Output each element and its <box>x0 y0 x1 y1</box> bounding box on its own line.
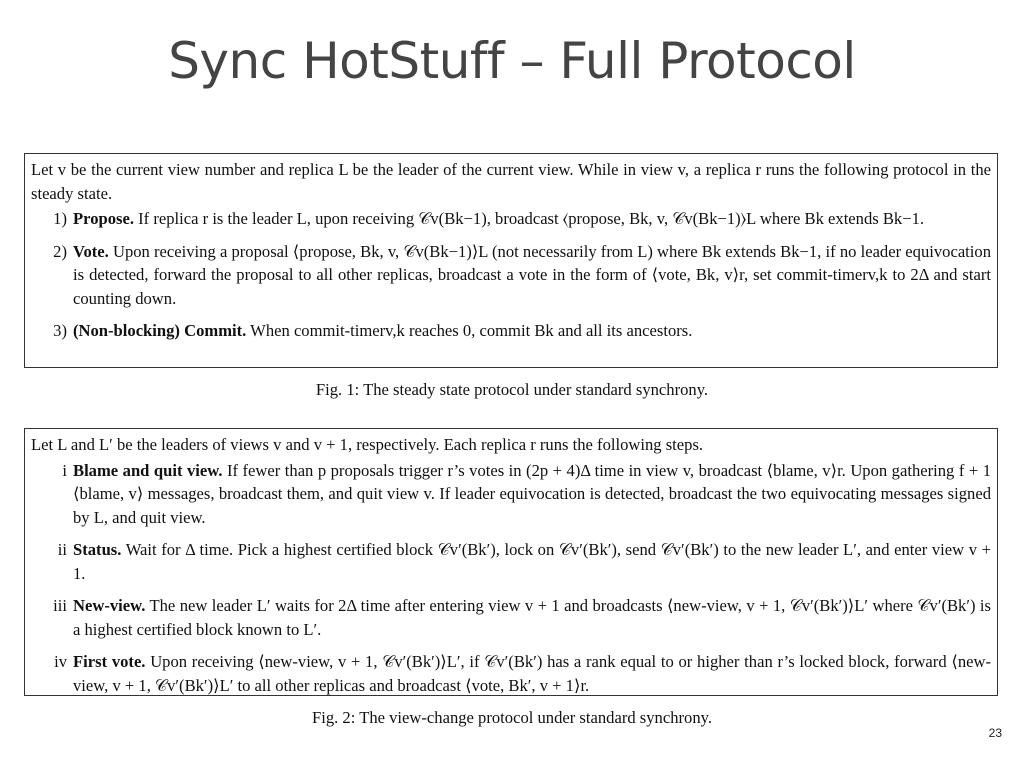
fig2-item-label: New-view. <box>73 596 146 615</box>
fig1-item-text: If replica r is the leader L, upon receiving 𝒞v(Bk−1), broadcast ⟨propose, Bk, v, 𝒞v(Bk−1)⟩L where Bk extends Bk−1. <box>138 209 925 228</box>
fig2-item-number: iii <box>53 596 67 615</box>
fig1-intro: Let v be the current view number and replica L be the leader of the current view. While in view v, a replica r runs the following protocol in the steady state. <box>31 160 991 203</box>
fig2-item-number: i <box>62 460 67 480</box>
fig2-intro: Let L and L′ be the leaders of views v and v + 1, respectively. Each replica r runs the following steps. <box>31 435 704 454</box>
fig1-item-label: Propose. <box>73 209 134 228</box>
fig1-item-number: 1) <box>53 209 67 228</box>
fig1-item-vote <box>31 240 991 311</box>
fig1-item-propose <box>31 207 991 231</box>
fig2-item-first-vote <box>31 650 991 697</box>
fig1-item-commit <box>31 319 991 343</box>
steady-state-protocol-box <box>24 153 998 368</box>
fig1-item-number: 3) <box>53 321 67 340</box>
fig2-item-number: iv <box>54 652 67 671</box>
view-change-protocol-box <box>24 428 998 696</box>
fig2-item-label: Status. <box>73 540 122 559</box>
fig1-item-label: Vote. <box>73 241 109 261</box>
fig2-item-number: ii <box>57 540 67 559</box>
fig2-item-status <box>31 538 991 585</box>
fig1-item-text: Upon receiving a proposal ⟨propose, Bk, v, 𝒞v(Bk−1)⟩L (not necessarily from L) where Bk extends Bk−1, if no leader equivocation is detected, forward the proposal to all other replicas, broadcast a vote in the form of ⟨vote, Bk, v⟩r, set commit-timerv,k to 2Δ and start counting down. <box>73 241 991 308</box>
page-number: 23 <box>988 726 1002 740</box>
fig1-item-text: When commit-timerv,k reaches 0, commit Bk and all its ancestors. <box>250 321 693 340</box>
fig2-item-label: First vote. <box>73 652 146 671</box>
fig2-item-text: The new leader L′ waits for 2Δ time after entering view v + 1 and broadcasts ⟨new-view, v + 1, 𝒞v′(Bk′)⟩L′ where 𝒞v′(Bk′) is a highest certified block known to L′. <box>73 596 991 639</box>
fig2-item-text: Upon receiving ⟨new-view, v + 1, 𝒞v′(Bk′)⟩L′, if 𝒞v′(Bk′) has a rank equal to or higher than r’s locked block, forward ⟨new-view, v + 1, 𝒞v′(Bk′)⟩L′ to all other replicas and broadcast ⟨vote, Bk′, v + 1⟩r. <box>73 652 991 695</box>
fig2-item-text: Wait for Δ time. Pick a highest certified block 𝒞v′(Bk′), lock on 𝒞v′(Bk′), send 𝒞v′(Bk′) to the new leader L′, and enter view v + 1. <box>73 540 991 583</box>
fig2-item-new-view <box>31 594 991 641</box>
fig2-item-label: Blame and quit view. <box>73 460 223 480</box>
fig2-caption: Fig. 2: The view-change protocol under standard synchrony. <box>312 708 712 727</box>
fig2-item-text: If fewer than p proposals trigger r’s votes in (2p + 4)Δ time in view v, broadcast ⟨blame, v⟩r. Upon gathering f + 1 ⟨blame, v⟩ messages, broadcast them, and quit view v. If leader equivocation is detected, broadcast the two equivocating messages signed by L, and quit view. <box>73 460 991 527</box>
fig2-item-blame <box>31 459 991 530</box>
fig1-caption: Fig. 1: The steady state protocol under standard synchrony. <box>315 380 709 399</box>
slide-title: Sync HotStuff – Full Protocol <box>168 32 856 90</box>
fig1-item-label: (Non-blocking) Commit. <box>73 321 247 340</box>
fig1-item-number: 2) <box>53 241 67 261</box>
